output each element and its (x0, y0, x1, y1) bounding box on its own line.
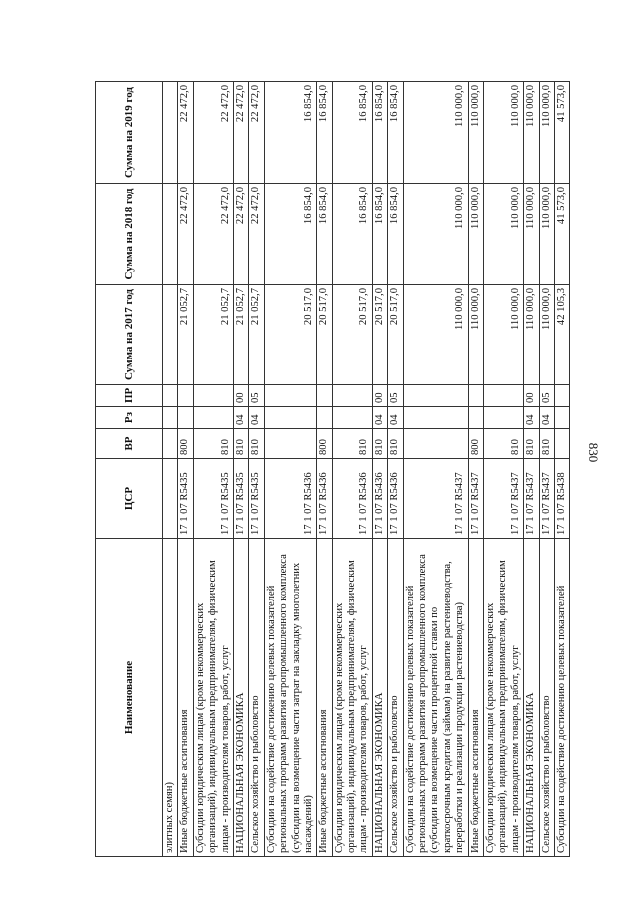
cell-pr (264, 385, 317, 407)
cell-sum-2017: 21 052,7 (233, 285, 248, 385)
cell-sum-2019: 22 472,0 (249, 82, 264, 184)
cell-sum-2017: 20 517,0 (372, 285, 387, 385)
header-csr: ЦСР (96, 459, 163, 539)
cell-csr: 17 1 07 R5436 (372, 459, 387, 539)
cell-vr: 800 (178, 429, 193, 459)
cell-vr: 810 (249, 429, 264, 459)
cell-rz: 04 (524, 407, 539, 429)
table-row (193, 82, 233, 857)
cell-sum-2018: 22 472,0 (193, 184, 233, 285)
cell-csr: 17 1 07 R5436 (332, 459, 372, 539)
cell-sum-2018: 22 472,0 (249, 184, 264, 285)
header-pr: ПР (96, 385, 163, 407)
table-row (539, 82, 554, 857)
cell-sum-2018: 22 472,0 (178, 184, 193, 285)
table-body (163, 82, 570, 857)
cell-rz: 04 (372, 407, 387, 429)
cell-sum-2017: 21 052,7 (249, 285, 264, 385)
cell-pr (468, 385, 483, 407)
cell-sum-2019: 110 000,0 (539, 82, 554, 184)
cell-vr (554, 429, 569, 459)
cell-sum-2018: 16 854,0 (388, 184, 403, 285)
table-row (178, 82, 193, 857)
header-sum-2019: Сумма на 2019 год (96, 82, 163, 184)
cell-pr (403, 385, 468, 407)
cell-sum-2017: 20 517,0 (388, 285, 403, 385)
table-row (249, 82, 264, 857)
cell-rz (554, 407, 569, 429)
cell-rz: 04 (388, 407, 403, 429)
table-row (332, 82, 372, 857)
cell-vr: 800 (468, 429, 483, 459)
cell-name: НАЦИОНАЛЬНАЯ ЭКОНОМИКА (233, 539, 248, 857)
cell-pr: 00 (372, 385, 387, 407)
cell-rz (403, 407, 468, 429)
table-row (372, 82, 387, 857)
cell-vr (163, 429, 178, 459)
cell-sum-2019: 110 000,0 (403, 82, 468, 184)
cell-csr: 17 1 07 R5437 (403, 459, 468, 539)
cell-rz (178, 407, 193, 429)
cell-sum-2017 (163, 285, 178, 385)
cell-sum-2019: 16 854,0 (332, 82, 372, 184)
cell-sum-2019: 22 472,0 (233, 82, 248, 184)
cell-name: Субсидии юридическим лицам (кроме некоммерческих организаций), индивидуальным предпринимателям, физическим лицам - производителям товаров, работ, услуг (193, 539, 233, 857)
cell-sum-2018: 110 000,0 (468, 184, 483, 285)
cell-csr: 17 1 07 R5435 (178, 459, 193, 539)
table-row (317, 82, 332, 857)
cell-sum-2018: 110 000,0 (403, 184, 468, 285)
cell-sum-2019: 16 854,0 (372, 82, 387, 184)
cell-rz (468, 407, 483, 429)
table-row (554, 82, 569, 857)
table-row (483, 82, 523, 857)
cell-sum-2019: 110 000,0 (524, 82, 539, 184)
cell-pr (554, 385, 569, 407)
header-sum-2017: Сумма на 2017 год (96, 285, 163, 385)
cell-vr: 810 (372, 429, 387, 459)
cell-name: Субсидии на содействие достижению целевых показателей (554, 539, 569, 857)
table-row (264, 82, 317, 857)
cell-name: элитных семян) (163, 539, 178, 857)
cell-pr (178, 385, 193, 407)
rotated-table-container (95, 82, 587, 857)
cell-vr: 810 (233, 429, 248, 459)
cell-sum-2019: 110 000,0 (483, 82, 523, 184)
cell-vr: 810 (524, 429, 539, 459)
cell-name: Иные бюджетные ассигнования (178, 539, 193, 857)
cell-rz: 04 (233, 407, 248, 429)
cell-name: Сельское хозяйство и рыболовство (249, 539, 264, 857)
cell-csr: 17 1 07 R5437 (483, 459, 523, 539)
cell-rz (163, 407, 178, 429)
header-name: Наименование (96, 539, 163, 857)
cell-name: Субсидии юридическим лицам (кроме некоммерческих организаций), индивидуальным предпринимателям, физическим лицам - производителям товаров, работ, услуг (483, 539, 523, 857)
cell-sum-2018 (163, 184, 178, 285)
cell-pr (193, 385, 233, 407)
cell-sum-2017: 42 105,3 (554, 285, 569, 385)
cell-csr (163, 459, 178, 539)
cell-vr: 810 (483, 429, 523, 459)
cell-pr: 00 (524, 385, 539, 407)
cell-vr: 810 (193, 429, 233, 459)
cell-rz (483, 407, 523, 429)
cell-sum-2017: 21 052,7 (193, 285, 233, 385)
cell-sum-2017: 110 000,0 (403, 285, 468, 385)
cell-sum-2019: 110 000,0 (468, 82, 483, 184)
table-row (388, 82, 403, 857)
cell-csr: 17 1 07 R5435 (193, 459, 233, 539)
cell-sum-2019 (163, 82, 178, 184)
cell-name: НАЦИОНАЛЬНАЯ ЭКОНОМИКА (372, 539, 387, 857)
cell-sum-2018: 110 000,0 (524, 184, 539, 285)
cell-sum-2019: 16 854,0 (317, 82, 332, 184)
table-row (524, 82, 539, 857)
table-row (233, 82, 248, 857)
cell-vr: 810 (388, 429, 403, 459)
cell-vr: 810 (332, 429, 372, 459)
cell-name: Иные бюджетные ассигнования (317, 539, 332, 857)
cell-vr (264, 429, 317, 459)
header-rz: Рз (96, 407, 163, 429)
cell-name: Субсидии юридическим лицам (кроме некоммерческих организаций), индивидуальным предпринимателям, физическим лицам - производителям товаров, работ, услуг (332, 539, 372, 857)
table-row (468, 82, 483, 857)
cell-name: НАЦИОНАЛЬНАЯ ЭКОНОМИКА (524, 539, 539, 857)
cell-rz: 04 (249, 407, 264, 429)
cell-sum-2018: 110 000,0 (539, 184, 554, 285)
cell-csr: 17 1 07 R5435 (233, 459, 248, 539)
cell-name: Субсидии на содействие достижению целевых показателей региональных программ развития агропромышленного комплекса (субсидии на возмещение части затрат на закладку многолетних насаждений) (264, 539, 317, 857)
cell-name: Иные бюджетные ассигнования (468, 539, 483, 857)
cell-csr: 17 1 07 R5435 (249, 459, 264, 539)
cell-pr: 05 (249, 385, 264, 407)
cell-vr: 810 (539, 429, 554, 459)
header-vr: ВР (96, 429, 163, 459)
cell-csr: 17 1 07 R5437 (524, 459, 539, 539)
cell-sum-2018: 41 573,0 (554, 184, 569, 285)
cell-sum-2018: 16 854,0 (332, 184, 372, 285)
cell-sum-2019: 41 573,0 (554, 82, 569, 184)
table-row (403, 82, 468, 857)
cell-sum-2019: 22 472,0 (193, 82, 233, 184)
cell-rz (193, 407, 233, 429)
cell-pr: 05 (388, 385, 403, 407)
cell-name: Сельское хозяйство и рыболовство (539, 539, 554, 857)
budget-table (95, 81, 570, 857)
cell-vr (403, 429, 468, 459)
cell-rz (317, 407, 332, 429)
cell-pr (163, 385, 178, 407)
cell-rz: 04 (539, 407, 554, 429)
cell-name: Сельское хозяйство и рыболовство (388, 539, 403, 857)
cell-sum-2017: 21 052,7 (178, 285, 193, 385)
cell-sum-2017: 20 517,0 (317, 285, 332, 385)
cell-sum-2017: 110 000,0 (468, 285, 483, 385)
cell-csr: 17 1 07 R5436 (264, 459, 317, 539)
cell-sum-2017: 110 000,0 (539, 285, 554, 385)
cell-sum-2019: 22 472,0 (178, 82, 193, 184)
cell-name: Субсидии на содействие достижению целевых показателей региональных программ развития агропромышленного комплекса (субсидии на возмещение части процентной ставки по краткосрочным кредитам (займам) на развитие растениеводства, переработки и реализации продукции растениеводства) (403, 539, 468, 857)
cell-csr: 17 1 07 R5438 (554, 459, 569, 539)
cell-sum-2018: 110 000,0 (483, 184, 523, 285)
cell-csr: 17 1 07 R5436 (388, 459, 403, 539)
cell-sum-2017: 110 000,0 (483, 285, 523, 385)
cell-pr (332, 385, 372, 407)
cell-pr: 05 (539, 385, 554, 407)
cell-rz (264, 407, 317, 429)
cell-csr: 17 1 07 R5437 (539, 459, 554, 539)
table-header-row (96, 82, 163, 857)
cell-sum-2018: 22 472,0 (233, 184, 248, 285)
table-row (163, 82, 178, 857)
cell-sum-2017: 20 517,0 (264, 285, 317, 385)
cell-pr: 00 (233, 385, 248, 407)
page-number: 830 (586, 442, 601, 463)
cell-vr: 800 (317, 429, 332, 459)
cell-sum-2018: 16 854,0 (372, 184, 387, 285)
header-sum-2018: Сумма на 2018 год (96, 184, 163, 285)
cell-sum-2018: 16 854,0 (264, 184, 317, 285)
cell-sum-2019: 16 854,0 (388, 82, 403, 184)
cell-rz (332, 407, 372, 429)
cell-pr (483, 385, 523, 407)
cell-sum-2018: 16 854,0 (317, 184, 332, 285)
cell-sum-2017: 110 000,0 (524, 285, 539, 385)
cell-pr (317, 385, 332, 407)
cell-sum-2019: 16 854,0 (264, 82, 317, 184)
cell-csr: 17 1 07 R5436 (317, 459, 332, 539)
cell-csr: 17 1 07 R5437 (468, 459, 483, 539)
cell-sum-2017: 20 517,0 (332, 285, 372, 385)
